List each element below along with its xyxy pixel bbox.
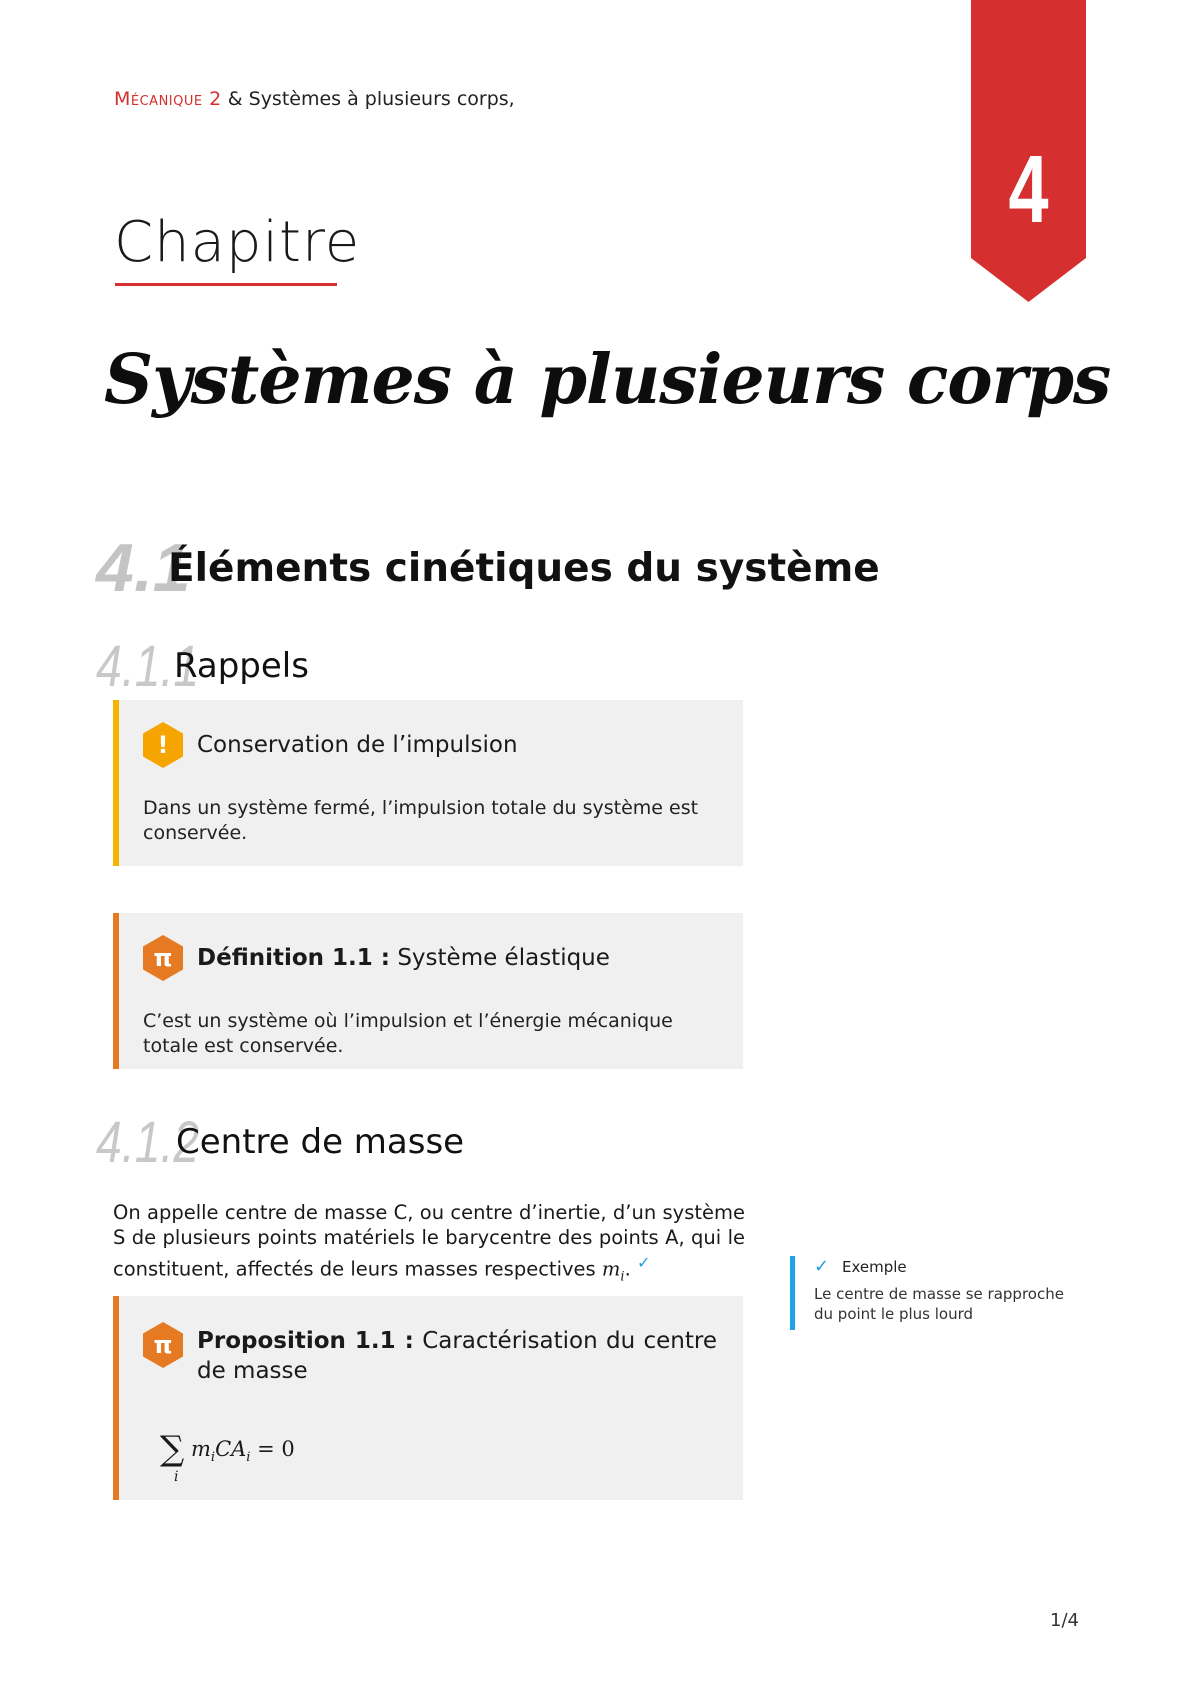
note-accent-bar	[790, 1256, 795, 1330]
note-label: Exemple	[842, 1258, 907, 1276]
subsection-number: 4.1.1	[96, 634, 200, 699]
note-text: Le centre de masse se rapproche du point le plus lourd	[814, 1285, 1064, 1323]
subsection-number: 4.1.2	[96, 1110, 200, 1175]
subsection-title: Centre de masse	[176, 1122, 465, 1162]
pi-icon: π	[143, 935, 183, 981]
box-title: Conservation de l’impulsion	[197, 732, 518, 758]
definition-box	[113, 913, 743, 1069]
subsection-title: Rappels	[174, 646, 309, 686]
exclamation-icon: !	[143, 722, 183, 768]
remark-box	[113, 700, 743, 866]
box-text: C’est un système où l’impulsion et l’énergie mécanique totale est conservée.	[143, 1010, 673, 1057]
header-rest: & Systèmes à plusieurs corps,	[221, 88, 515, 110]
page-number: 1/4	[1050, 1610, 1079, 1631]
box-title	[197, 1326, 717, 1386]
chapter-underline	[115, 283, 337, 286]
proposition-name: Caractérisation du centre de masse	[197, 1328, 717, 1384]
margin-note	[790, 1256, 1090, 1330]
math-variable: m	[601, 1257, 621, 1281]
box-accent-bar	[113, 913, 119, 1069]
check-icon: ✓	[636, 1253, 651, 1272]
section-title: Éléments cinétiques du système	[168, 546, 880, 591]
definition-name: Système élastique	[390, 945, 610, 971]
box-accent-bar	[113, 700, 119, 866]
box-title	[197, 945, 610, 971]
proposition-box	[113, 1296, 743, 1500]
course-name: Mécanique 2	[114, 88, 222, 110]
check-icon: ✓	[814, 1256, 830, 1277]
definition-label: Définition 1.1 :	[197, 945, 391, 971]
chapter-number: 4	[1008, 136, 1049, 243]
running-header	[114, 88, 515, 110]
proposition-label: Proposition 1.1 :	[197, 1328, 414, 1354]
chapter-title: Systèmes à plusieurs corps	[104, 340, 1111, 420]
body-paragraph: On appelle centre de masse C, ou centre d’inertie, d’un système S de plusieurs points matériels le barycentre des points A, qui le constituent, affectés de leurs masses respectives $m_i$. ✓	[113, 1201, 745, 1285]
box-accent-bar	[113, 1296, 119, 1500]
pi-icon: π	[143, 1322, 183, 1368]
chapter-label: Chapitre	[114, 210, 361, 275]
math-formula: ∑ i $m_iCA_i = 0$	[160, 1429, 295, 1485]
section-number: 4.1	[96, 530, 191, 606]
chapter-banner	[971, 0, 1086, 302]
box-text: Dans un système fermé, l’impulsion totale du système est conservée.	[143, 797, 699, 844]
